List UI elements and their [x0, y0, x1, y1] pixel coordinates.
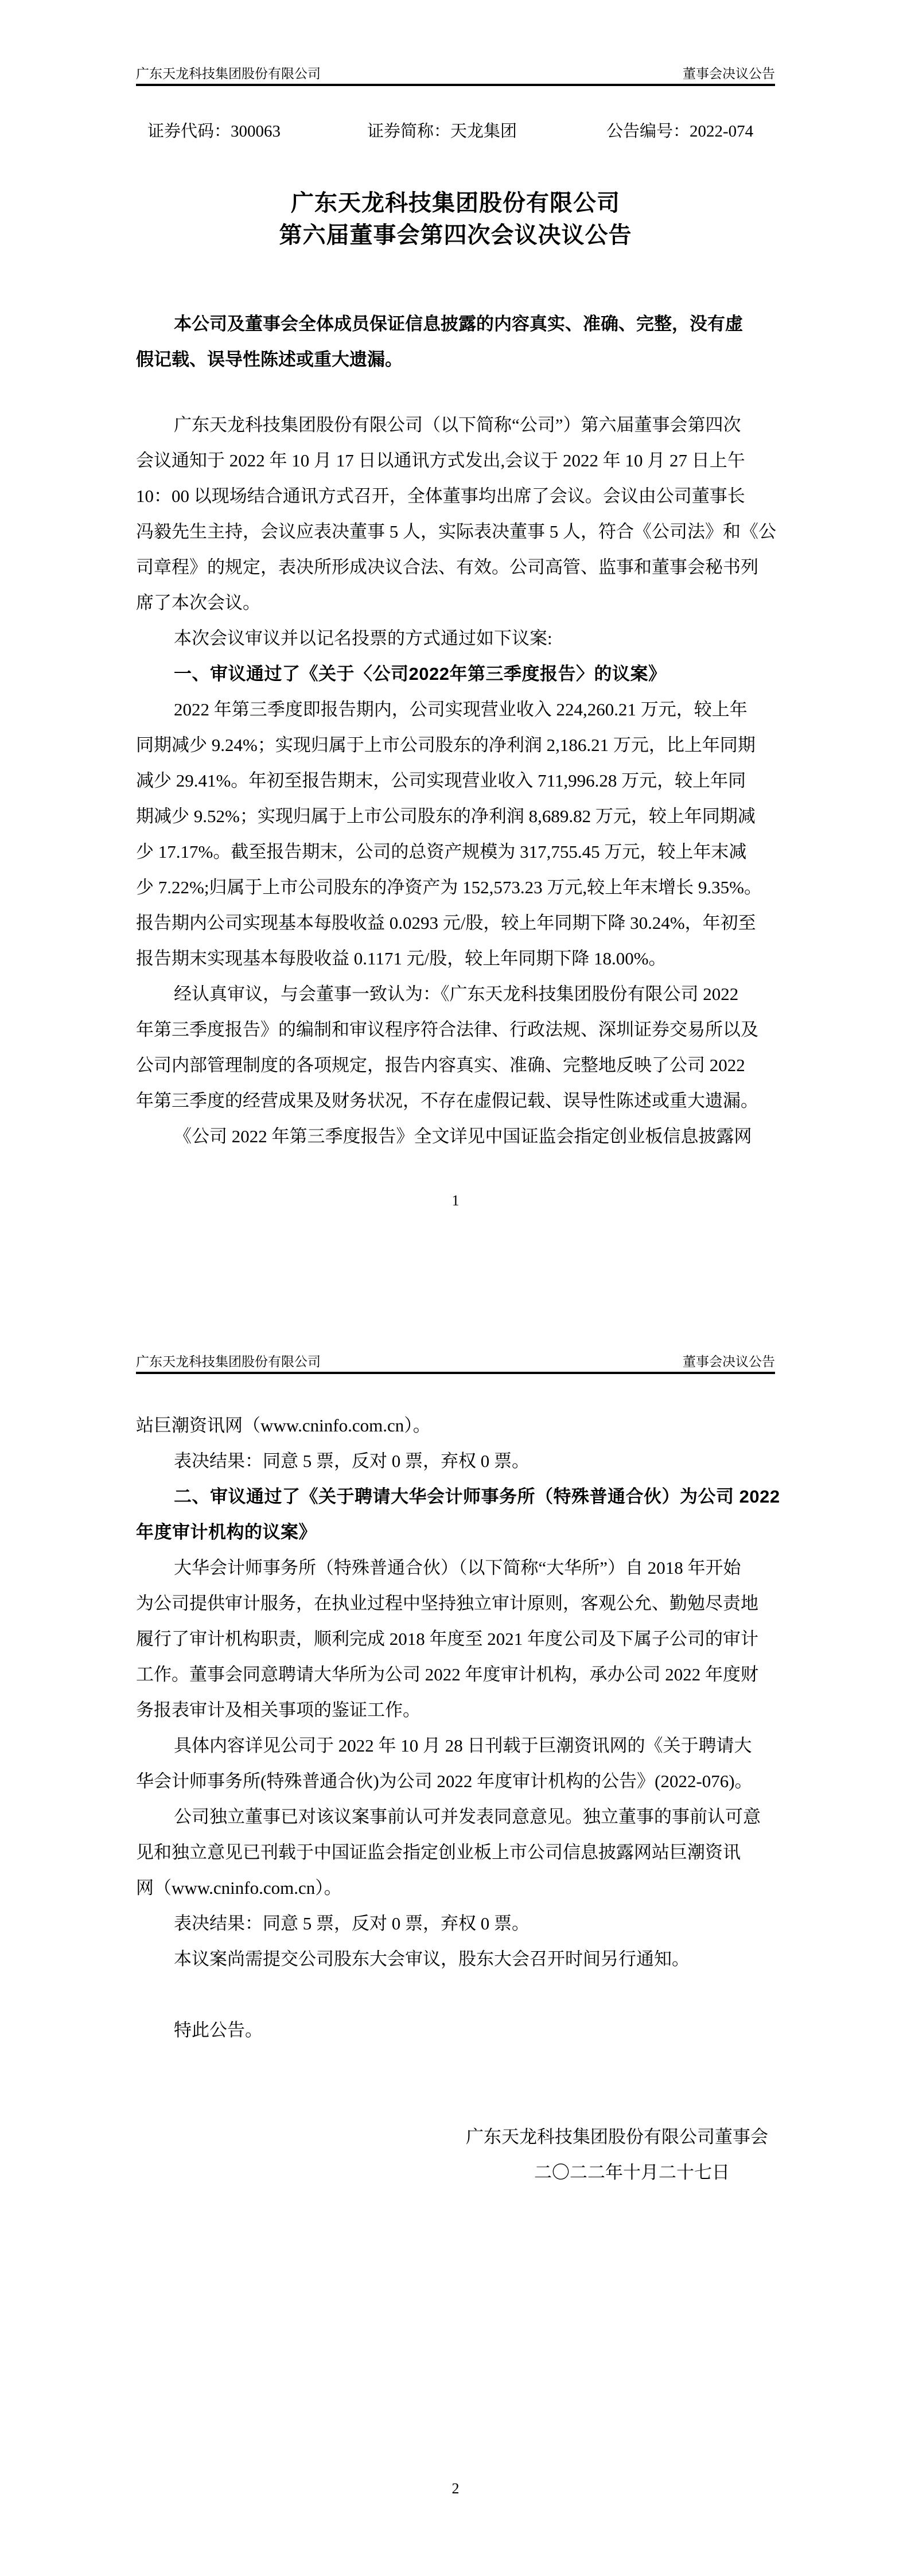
- text-line: 站巨潮资讯网（www.cninfo.com.cn）。: [136, 1415, 431, 1435]
- page-header-company: 广东天龙科技集团股份有限公司: [136, 67, 321, 81]
- text-line: 少 7.22%;归属于上市公司股东的净资产为 152,573.23 万元,较上年末增长 9.35%。: [136, 877, 762, 897]
- text-line: 2022 年第三季度即报告期内，公司实现营业收入 224,260.21 万元，较上年: [174, 699, 748, 719]
- page-number: 2: [451, 2480, 460, 2497]
- text-line: 10：00 以现场结合通讯方式召开，全体董事均出席了会议。会议由公司董事长: [136, 486, 745, 506]
- text-line: 华会计师事务所(特殊普通合伙)为公司 2022 年度审计机构的公告》(2022-076)。: [136, 1771, 753, 1791]
- page-header-company: 广东天龙科技集团股份有限公司: [136, 1355, 321, 1369]
- text-line: 本次会议审议并以记名投票的方式通过如下议案:: [174, 628, 552, 648]
- text-line: 为公司提供审计服务，在执业过程中坚持独立审计原则，客观公允、勤勉尽责地: [136, 1593, 758, 1613]
- text-line: 二、审议通过了《关于聘请大华会计师事务所（特殊普通合伙）为公司 2022: [174, 1487, 780, 1507]
- text-line: 网（www.cninfo.com.cn）。: [136, 1878, 342, 1898]
- header-rule: [136, 84, 775, 86]
- stock-short-name: 证券简称：天龙集团: [367, 122, 517, 141]
- text-line: 公司内部管理制度的各项规定，报告内容真实、准确、完整地反映了公司 2022: [136, 1055, 745, 1075]
- text-line: 工作。董事会同意聘请大华所为公司 2022 年度审计机构，承办公司 2022 年度财: [136, 1664, 758, 1684]
- announcement-number: 公告编号：2022-074: [606, 122, 754, 141]
- text-line: 《公司 2022 年第三季度报告》全文详见中国证监会指定创业板信息披露网: [174, 1126, 752, 1146]
- text-line: 假记载、误导性陈述或重大遗漏。: [136, 349, 403, 369]
- document-title-line-1: 广东天龙科技集团股份有限公司: [291, 190, 620, 216]
- text-line: 年度审计机构的议案》: [136, 1522, 317, 1542]
- signature-line: 二〇二二年十月二十七日: [534, 2162, 730, 2182]
- text-line: 减少 29.41%。年初至报告期末，公司实现营业收入 711,996.28 万元，较上年同: [136, 771, 746, 791]
- text-line: 经认真审议，与会董事一致认为：《广东天龙科技集团股份有限公司 2022: [174, 984, 739, 1004]
- page-header-doc-type: 董事会决议公告: [683, 67, 775, 81]
- stock-code: 证券代码：300063: [147, 122, 281, 141]
- page-header-doc-type: 董事会决议公告: [683, 1355, 775, 1369]
- text-line: 表决结果：同意 5 票，反对 0 票，弃权 0 票。: [174, 1451, 530, 1471]
- text-line: 一、审议通过了《关于〈公司2022年第三季度报告〉的议案》: [174, 664, 667, 684]
- text-line: 务报表审计及相关事项的鉴证工作。: [136, 1700, 421, 1720]
- text-line: 冯毅先生主持，会议应表决董事 5 人，实际表决董事 5 人，符合《公司法》和《公: [136, 522, 776, 542]
- header-rule: [136, 1372, 775, 1374]
- text-line: 履行了审计机构职责，顺利完成 2018 年度至 2021 年度公司及下属子公司的审计: [136, 1629, 758, 1649]
- text-line: 具体内容详见公司于 2022 年 10 月 28 日刊载于巨潮资讯网的《关于聘请大: [174, 1736, 752, 1756]
- text-line: 年第三季度的经营成果及财务状况，不存在虚假记载、误导性陈述或重大遗漏。: [136, 1091, 758, 1111]
- document-title-line-2: 第六届董事会第四次会议决议公告: [279, 222, 632, 248]
- text-line: 同期减少 9.24%；实现归属于上市公司股东的净利润 2,186.21 万元，比上年同期: [136, 735, 756, 755]
- text-line: 期减少 9.52%；实现归属于上市公司股东的净利润 8,689.82 万元，较上年同期减: [136, 806, 756, 826]
- signature-line: 广东天龙科技集团股份有限公司董事会: [466, 2127, 768, 2147]
- text-line: 会议通知于 2022 年 10 月 17 日以通讯方式发出,会议于 2022 年 10 月 27 日上午: [136, 450, 745, 470]
- page-2: [0, 1288, 911, 2576]
- text-line: 席了本次会议。: [136, 593, 260, 613]
- text-line: 少 17.17%。截至报告期末，公司的总资产规模为 317,755.45 万元，较上年末减: [136, 842, 747, 862]
- text-line: 司章程》的规定，表决所形成决议合法、有效。公司高管、监事和董事会秘书列: [136, 557, 758, 577]
- text-line: 大华会计师事务所（特殊普通合伙）（以下简称“大华所”）自 2018 年开始: [174, 1558, 741, 1578]
- text-line: 报告期内公司实现基本每股收益 0.0293 元/股，较上年同期下降 30.24%，年初至: [136, 913, 756, 933]
- page-number: 1: [451, 1192, 460, 1209]
- text-line: 表决结果：同意 5 票，反对 0 票，弃权 0 票。: [174, 1913, 530, 1933]
- text-line: 年第三季度报告》的编制和审议程序符合法律、行政法规、深圳证券交易所以及: [136, 1019, 758, 1040]
- text-line: 见和独立意见已刊载于中国证监会指定创业板上市公司信息披露网站巨潮资讯: [136, 1842, 741, 1862]
- text-line: 公司独立董事已对该议案事前认可并发表同意意见。独立董事的事前认可意: [174, 1807, 761, 1827]
- text-line: 本议案尚需提交公司股东大会审议，股东大会召开时间另行通知。: [174, 1949, 690, 1969]
- text-line: 广东天龙科技集团股份有限公司（以下简称“公司”）第六届董事会第四次: [174, 415, 741, 435]
- text-line: 本公司及董事会全体成员保证信息披露的内容真实、准确、完整，没有虚: [174, 314, 743, 334]
- text-line: 特此公告。: [174, 2020, 263, 2040]
- text-line: 报告期末实现基本每股收益 0.1171 元/股，较上年同期下降 18.00%。: [136, 948, 667, 968]
